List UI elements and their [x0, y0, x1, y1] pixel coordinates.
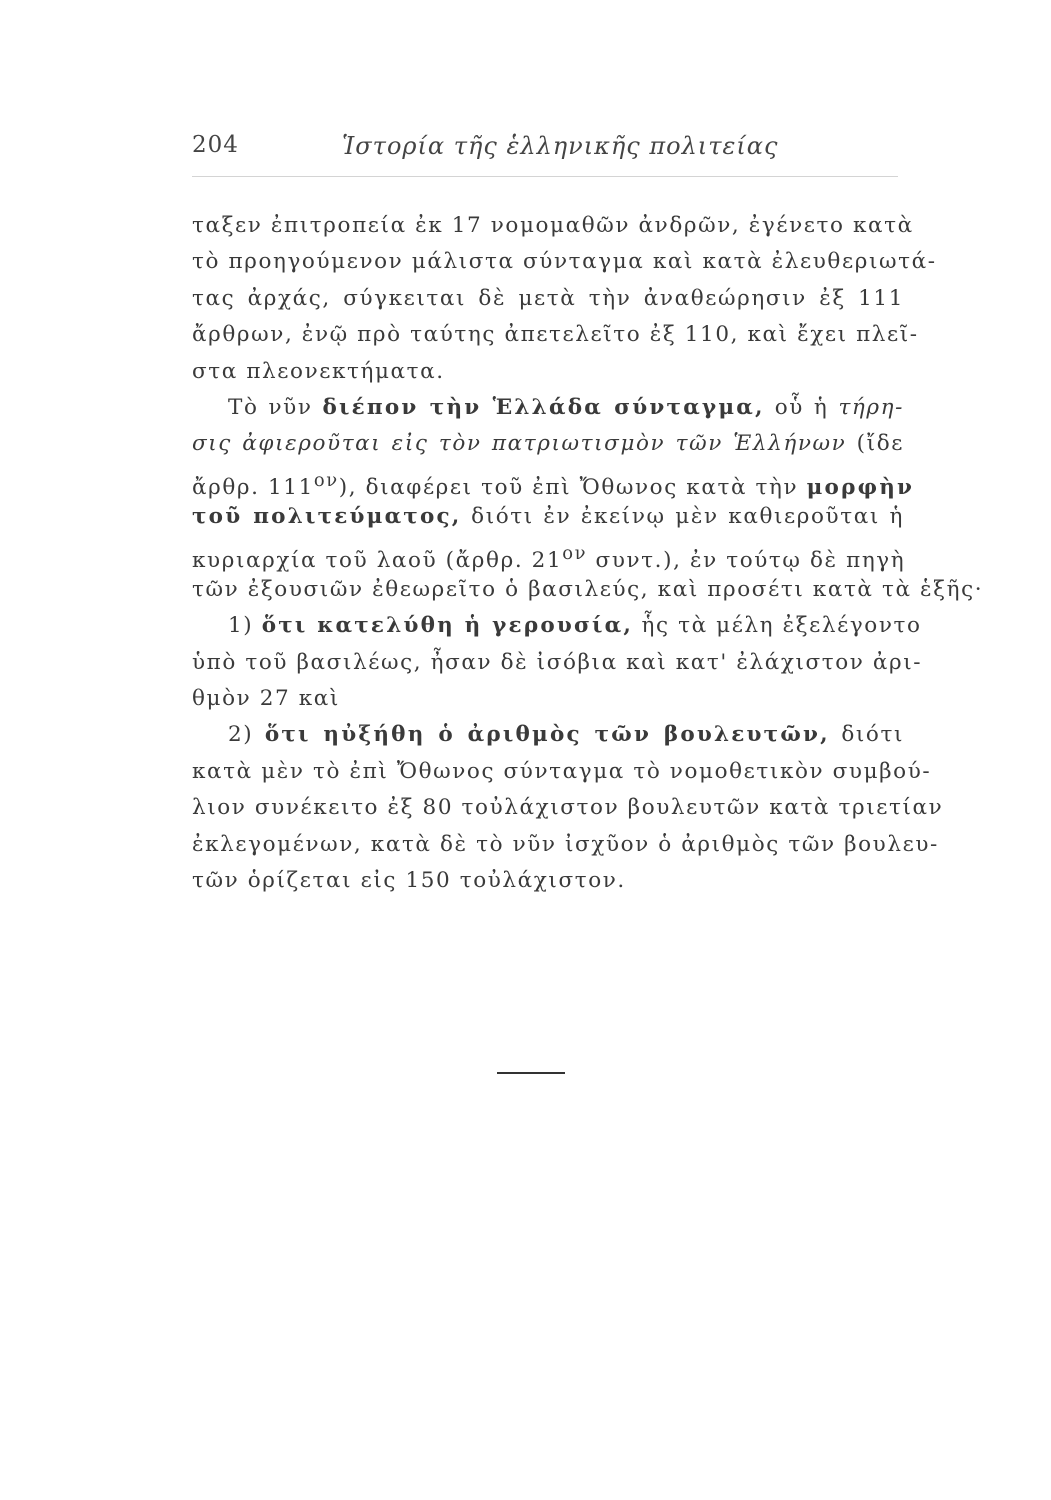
spaced-emphasis: μορφὴν — [806, 474, 915, 500]
italic-emphasis: σις ἀφιεροῦται εἰς τὸν πατριωτισμὸν τῶν Ἑλλήνων — [192, 431, 847, 457]
text-line: τῶν ἐξουσιῶν ἐθεωρεῖτο ὁ βασιλεύς, καὶ προσέτι κατὰ τὰ ἑξῆς· — [192, 576, 984, 602]
text-line: τὸ προηγούμενον μάλιστα σύνταγμα καὶ κατὰ ἐλευθεριωτά- — [192, 249, 937, 275]
text-line: τας ἀρχάς, σύγκειται δὲ μετὰ τὴν ἀναθεώρησιν ἐξ 111 — [192, 285, 904, 311]
spaced-emphasis: ὅτι ηὐξήθη ὁ ἀριθμὸς τῶν βουλευτῶν, — [264, 722, 830, 748]
running-head — [192, 132, 898, 172]
header-rule — [192, 176, 898, 177]
list-item-1 — [192, 608, 922, 644]
section-end-rule — [497, 1072, 565, 1074]
text-line: τῶν ὁρίζεται εἰς 150 τοὐλάχιστον. — [192, 868, 626, 894]
spaced-emphasis: τοῦ πολιτεύματος, — [192, 504, 462, 530]
text-line: κατὰ μὲν τὸ ἐπὶ Ὄθωνος σύνταγμα τὸ νομοθετικὸν συμβού- — [192, 758, 932, 784]
text-run: διότι — [829, 722, 905, 748]
text-line — [192, 499, 904, 535]
text-run: ), διαφέρει τοῦ ἐπὶ Ὄθωνος κατὰ τὴν — [338, 474, 807, 500]
superscript: ον — [313, 469, 339, 491]
text-run: κυριαρχία τοῦ λαοῦ (ἄρθρ. 21 — [192, 547, 563, 573]
text-line: θμὸν 27 καὶ — [192, 686, 340, 712]
text-line — [192, 426, 904, 462]
spaced-emphasis: διέπον τὴν Ἑλλάδα σύνταγμα, — [322, 394, 765, 420]
text-line: λιον συνέκειτο ἐξ 80 τοὐλάχιστον βουλευτῶν κατὰ τριετίαν — [192, 795, 944, 821]
text-run: Τὸ νῦν — [228, 394, 323, 420]
text-line: ταξεν ἐπιτροπεία ἐκ 17 νομομαθῶν ἀνδρῶν, ἐγένετο κατὰ — [192, 213, 914, 238]
body-text — [192, 208, 984, 899]
text-run: (ἴδε — [846, 431, 904, 457]
text-run: συντ.), ἐν τούτῳ δὲ πηγὴ — [587, 547, 906, 573]
item-number: 2) — [228, 722, 265, 748]
running-title: Ἱστορία τῆς ἑλληνικῆς πολιτείας — [342, 132, 779, 160]
superscript: ον — [562, 542, 588, 564]
text-line — [192, 536, 904, 572]
text-line: ἄρθρων, ἐνῷ πρὸ ταύτης ἀπετελεῖτο ἐξ 110, καὶ ἔχει πλεῖ- — [192, 322, 919, 348]
text-run: ἄρθρ. 111 — [192, 474, 314, 500]
spaced-emphasis: ὅτι κατελύθη ἡ γερουσία, — [261, 613, 634, 639]
text-run: οὗ ἡ — [764, 394, 839, 420]
text-line — [192, 390, 904, 426]
item-number: 1) — [228, 613, 262, 639]
text-line: ὑπὸ τοῦ βασιλέως, ἦσαν δὲ ἰσόβια καὶ κατ' ἐλάχιστον ἀρι- — [192, 649, 923, 675]
text-line: ἐκλεγομένων, κατὰ δὲ τὸ νῦν ἰσχῦον ὁ ἀριθμὸς τῶν βουλευ- — [192, 831, 939, 857]
italic-emphasis: τήρη- — [838, 394, 904, 420]
page-number: 204 — [192, 132, 239, 158]
text-line: στα πλεονεκτήματα. — [192, 358, 445, 384]
text-run: ἧς τὰ μέλη ἐξελέγοντο — [633, 613, 922, 639]
text-line — [192, 463, 915, 500]
text-run: διότι ἐν ἐκείνῳ μὲν καθιεροῦται ἡ — [461, 504, 904, 530]
list-item-2 — [192, 717, 904, 753]
